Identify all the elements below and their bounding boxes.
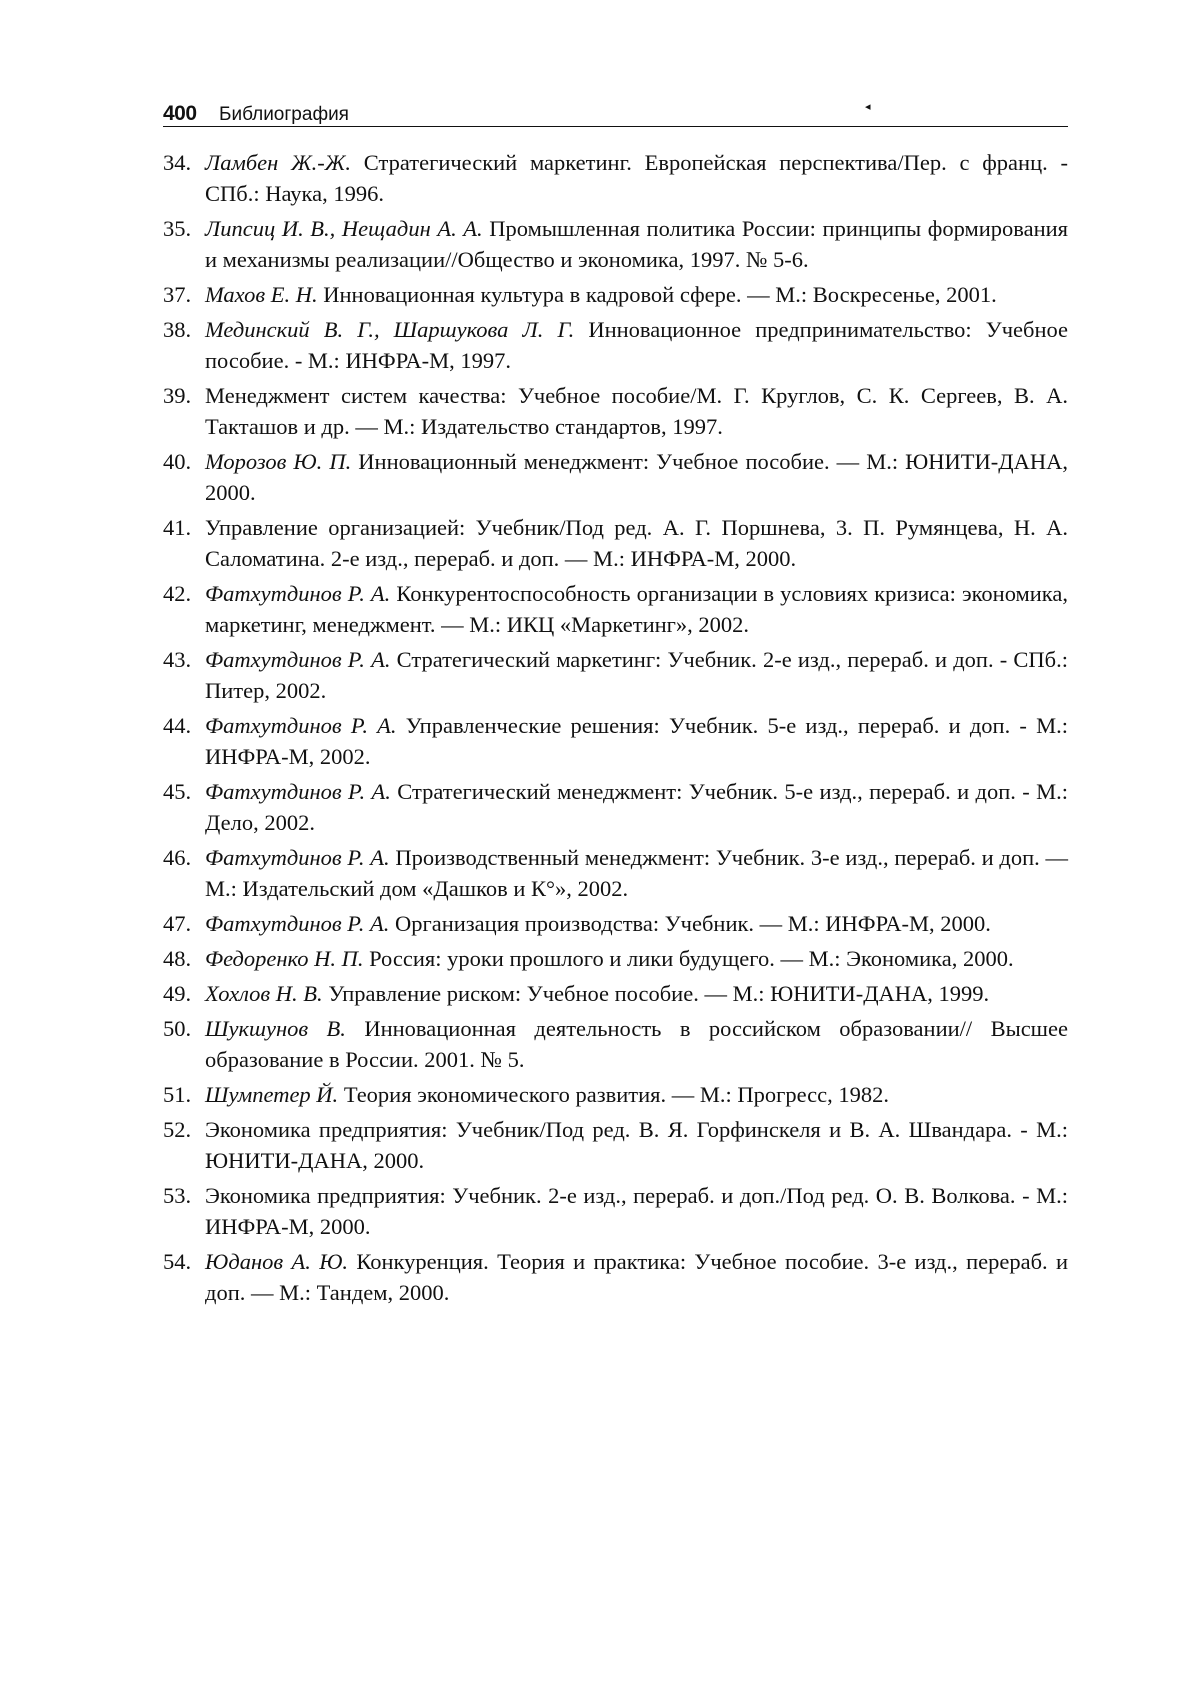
entry-number: 48. [163, 946, 192, 971]
entry-author: Юданов А. Ю. [205, 1249, 349, 1274]
entry-author: Фатхутдинов Р. А. [205, 713, 397, 738]
entry-number: 45. [163, 779, 192, 804]
entry-text: Производственный менеджмент: Учебник. 3-е изд., перераб. и доп. — М.: Издательский дом «Дашков и К°», 2002. [205, 845, 1069, 901]
entry-author: Фатхутдинов Р. А. [205, 581, 391, 606]
entry-author: Фатхутдинов Р. А. [205, 845, 390, 870]
entry-text: Экономика предприятия: Учебник/Под ред. В. Я. Горфинскеля и В. А. Швандара. - М.: ЮНИТИ-ДАНА, 2000. [205, 1117, 1068, 1173]
entry-text: Экономика предприятия: Учебник. 2-е изд., перераб. и доп./Под ред. О. В. Волкова. - М.: ИНФРА-М, 2000. [205, 1183, 1068, 1239]
entry-author: Федоренко Н. П. [205, 946, 364, 971]
entry-author: Хохлов Н. В. [205, 981, 323, 1006]
bibliography-entry [163, 578, 1068, 640]
bibliography-entry [163, 512, 1068, 574]
entry-text: Промышленная политика России: принципы формирования и механизмы реализации//Общество и экономика, 1997. № 5-6. [205, 216, 1069, 272]
bibliography-entry [163, 943, 1068, 974]
entry-author: Морозов Ю. П. [205, 449, 352, 474]
entry-number: 43. [163, 647, 192, 672]
entry-number: 37. [163, 282, 192, 307]
bibliography-entry [163, 1246, 1068, 1308]
entry-number: 52. [163, 1117, 192, 1142]
header-mark-icon: ◂ [865, 101, 871, 113]
entry-text: Инновационное предпринимательство: Учебное пособие. - М.: ИНФРА-М, 1997. [205, 317, 1069, 373]
entry-author: Ламбен Ж.-Ж. [205, 150, 352, 175]
entry-text: Конкурентоспособность организации в условиях кризиса: экономика, маркетинг, менеджмент. — М.: ИКЦ «Маркетинг», 2002. [205, 581, 1068, 637]
entry-number: 34. [163, 150, 192, 175]
entry-author: Махов Е. Н. [205, 282, 318, 307]
bibliography-entry [163, 314, 1068, 376]
entry-number: 41. [163, 515, 192, 540]
entry-text: Организация производства: Учебник. — М.: ИНФРА-М, 2000. [395, 911, 991, 936]
entry-author: Мединский В. Г., Шаршукова Л. Г. [205, 317, 575, 342]
entry-number: 47. [163, 911, 192, 936]
entry-text: Инновационный менеджмент: Учебное пособие. — М.: ЮНИТИ-ДАНА, 2000. [205, 449, 1069, 505]
entry-text: Стратегический маркетинг: Учебник. 2-е изд., перераб. и доп. - СПб.: Питер, 2002. [205, 647, 1068, 703]
bibliography-entry [163, 446, 1068, 508]
entry-number: 54. [163, 1249, 192, 1274]
entry-number: 35. [163, 216, 192, 241]
bibliography-entry [163, 1114, 1068, 1176]
entry-author: Фатхутдинов Р. А. [205, 779, 391, 804]
entry-text: Управление риском: Учебное пособие. — М.: ЮНИТИ-ДАНА, 1999. [328, 981, 990, 1006]
entry-author: Липсиц И. В., Нещадин А. А. [205, 216, 483, 241]
entry-text: Стратегический менеджмент: Учебник. 5-е изд., перераб. и доп. - М.: Дело, 2002. [205, 779, 1068, 835]
bibliography-entry [163, 1079, 1068, 1110]
entry-number: 46. [163, 845, 192, 870]
entry-text: Инновационная культура в кадровой сфере. — М.: Воскресенье, 2001. [323, 282, 997, 307]
bibliography-entry [163, 978, 1068, 1009]
bibliography-entry [163, 710, 1068, 772]
entry-text: Россия: уроки прошлого и лики будущего. — М.: Экономика, 2000. [369, 946, 1014, 971]
entry-text: Управленческие решения: Учебник. 5-е изд., перераб. и доп. - М.: ИНФРА-М, 2002. [205, 713, 1068, 769]
bibliography-entry [163, 842, 1068, 904]
page-number: 400 [163, 102, 197, 125]
entry-text: Стратегический маркетинг. Европейская перспектива/Пер. с франц. - СПб.: Наука, 1996. [205, 150, 1068, 206]
entry-number: 40. [163, 449, 192, 474]
entry-text: Теория экономического развития. — М.: Прогресс, 1982. [343, 1082, 889, 1107]
entry-number: 51. [163, 1082, 192, 1107]
entry-author: Шукшунов В. [205, 1016, 346, 1041]
entry-number: 50. [163, 1016, 192, 1041]
bibliography-list [163, 147, 1068, 1308]
entry-number: 49. [163, 981, 192, 1006]
entry-author: Фатхутдинов Р. А. [205, 911, 390, 936]
bibliography-entry [163, 776, 1068, 838]
entry-author: Шумпетер Й. [205, 1082, 339, 1107]
entry-text: Управление организацией: Учебник/Под ред. А. Г. Поршнева, 3. П. Румянцева, Н. А. Саломатина. 2-е изд., перераб. и доп. — М.: ИНФРА-М, 2000. [205, 515, 1068, 571]
entry-text: Конкуренция. Теория и практика: Учебное пособие. 3-е изд., перераб. и доп. — М.: Тандем, 2000. [205, 1249, 1069, 1305]
entry-text: Инновационная деятельность в российском образовании// Высшее образование в России. 2001. № 5. [205, 1016, 1068, 1072]
bibliography-entry [163, 1180, 1068, 1242]
entry-author: Фатхутдинов Р. А. [205, 647, 391, 672]
entry-number: 39. [163, 383, 192, 408]
page-header [163, 96, 1068, 127]
running-head: Библиография [219, 104, 349, 125]
bibliography-entry [163, 279, 1068, 310]
entry-number: 38. [163, 317, 192, 342]
bibliography-entry [163, 213, 1068, 275]
bibliography-entry [163, 1013, 1068, 1075]
bibliography-entry [163, 908, 1068, 939]
bibliography-entry [163, 147, 1068, 209]
entry-text: Менеджмент систем качества: Учебное пособие/М. Г. Круглов, С. К. Сергеев, В. А. Такташов и др. — М.: Издательство стандартов, 1997. [205, 383, 1068, 439]
bibliography-entry [163, 644, 1068, 706]
entry-number: 42. [163, 581, 192, 606]
entry-number: 53. [163, 1183, 192, 1208]
bibliography-entry [163, 380, 1068, 442]
entry-number: 44. [163, 713, 192, 738]
book-page [163, 96, 1068, 1312]
